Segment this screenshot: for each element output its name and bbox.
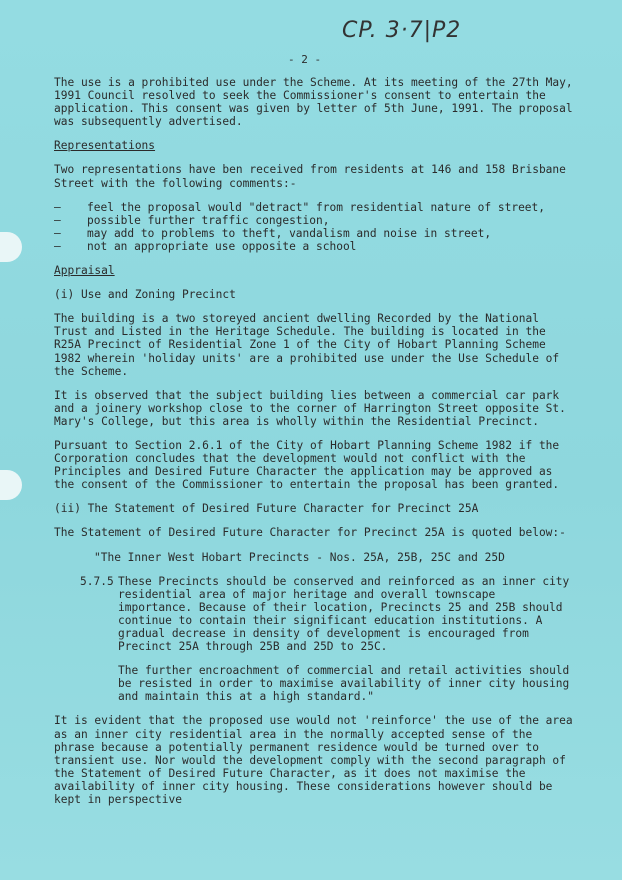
appraisal-paragraph: The building is a two storeyed ancient dwelling Recorded by the National Trust and Listed in the Heritage Schedule. The building is located in the R25A Precinct of Residential Zone 1 of the City of Hobart Planning Scheme 1982 wherein 'holiday units' are a prohibited use under the Use Schedule of the Scheme.	[54, 312, 560, 378]
document-body	[54, 76, 574, 817]
appraisal-paragraph: It is observed that the subject building lies between a commercial car park and a joinery workshop close to the corner of Harrington Street opposite St. Mary's College, but this area is wholly within the Residential Precinct.	[54, 388, 566, 428]
quoted-clause-continuation: The further encroachment of commercial and retail activities should be resisted in order to maximise availability of inner city housing and maintain this at a high standard."	[118, 664, 570, 704]
list-item: – not an appropriate use opposite a school	[54, 240, 574, 253]
quoted-clause	[54, 575, 574, 654]
appraisal-paragraph: The Statement of Desired Future Character for Precinct 25A is quoted below:-	[54, 526, 566, 540]
clause-number: 5.7.5	[80, 574, 114, 588]
list-item: – may add to problems to theft, vandalism and noise in street,	[54, 227, 574, 240]
quote-title: "The Inner West Hobart Precincts - Nos. 25A, 25B, 25C and 25D	[94, 550, 505, 564]
appraisal-paragraph: Pursuant to Section 2.6.1 of the City of Hobart Planning Scheme 1982 if the Corporation concludes that the development would not conflict with the Principles and Desired Future Character the application may be approved as the consent of the Commissioner to entertain the proposal has been granted.	[54, 438, 560, 492]
clause-text: These Precincts should be conserved and reinforced as an inner city residential area of major heritage and overall townscape importance. Because of their location, Precincts 25 and 25B should continue to contain their significant education institutions. A gradual decrease in density of development is encouraged from Precinct 25A through 25B and 25D to 25C.	[118, 574, 570, 654]
representations-list	[54, 201, 574, 253]
appraisal-paragraph: It is evident that the proposed use would not 'reinforce' the use of the area as an inner city residential area in the normally accepted sense of the phrase because a potentially permanent residence would be turned over to transient use. Nor would the development comply with the second paragraph of the Statement of Desired Future Character, as it does not maximise the availability of inner city housing. These considerations however should be kept in perspective	[54, 714, 573, 807]
subheading-use-zoning: (i) Use and Zoning Precinct	[54, 288, 236, 302]
representations-intro: Two representations have ben received from residents at 146 and 158 Brisbane Street with the following comments:-	[54, 163, 566, 190]
list-item: – feel the proposal would "detract" from residential nature of street,	[54, 201, 574, 214]
page-number: - 2 -	[288, 53, 322, 66]
punch-hole	[0, 232, 22, 262]
appraisal-heading: Appraisal	[54, 264, 115, 278]
handwritten-reference: CP. 3·7|P2	[342, 18, 462, 43]
representations-heading: Representations	[54, 139, 156, 153]
subheading-desired-future-character: (ii) The Statement of Desired Future Character for Precinct 25A	[54, 502, 479, 516]
punch-hole	[0, 470, 22, 500]
intro-paragraph: The use is a prohibited use under the Scheme. At its meeting of the 27th May, 1991 Council resolved to seek the Commissioner's consent to entertain the application. This consent was given by letter of 5th June, 1991. The proposal was subsequently advertised.	[54, 76, 573, 129]
list-item: – possible further traffic congestion,	[54, 214, 574, 227]
